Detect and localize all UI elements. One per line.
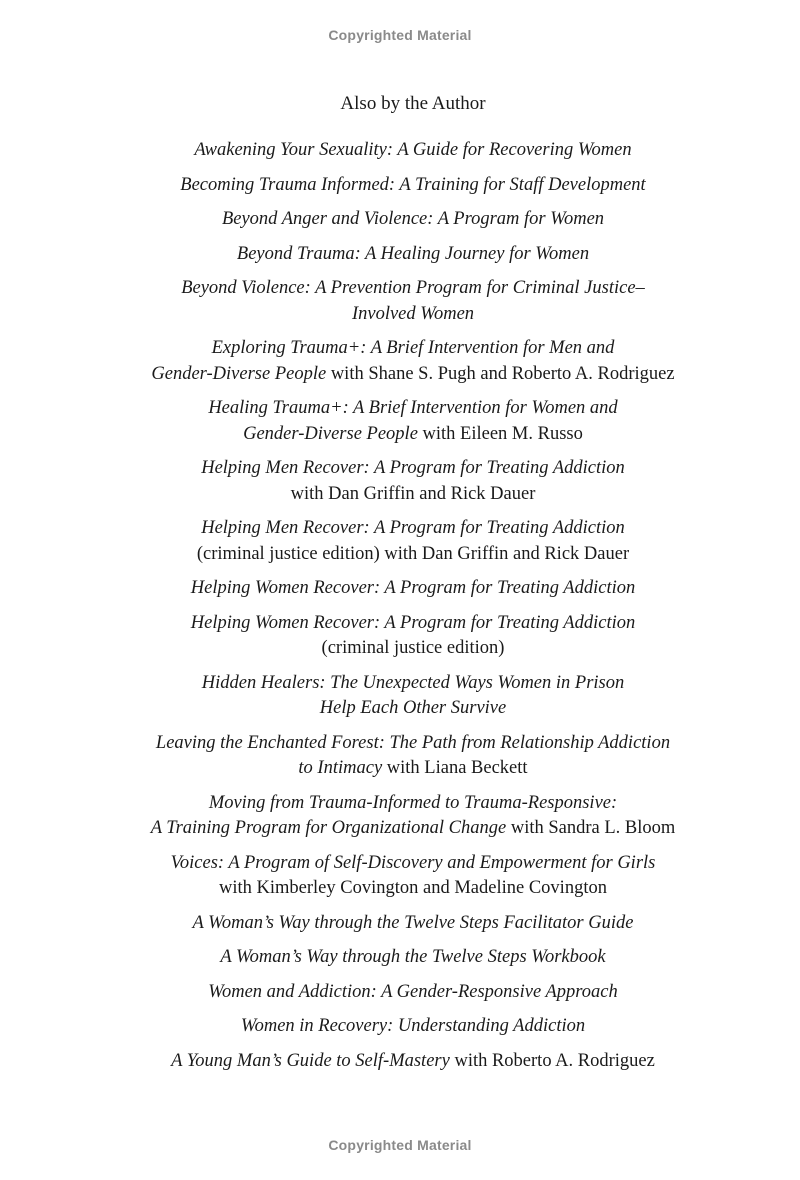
book-collaborators: with Sandra L. Bloom	[506, 818, 676, 838]
book-entry	[0, 138, 800, 164]
book-entry	[0, 1049, 800, 1075]
book-entry	[0, 731, 800, 782]
book-collaborators: with Eileen M. Russo	[417, 423, 583, 444]
book-collaborators: with Kimberley Covington and Madeline Covington	[219, 878, 607, 898]
book-title: Becoming Trauma Informed: A Training for Staff Development	[180, 174, 646, 195]
book-entry	[0, 336, 800, 387]
book-entry-line	[0, 422, 800, 448]
book-collaborators: with Dan Griffin and Rick Dauer	[290, 483, 536, 504]
book-title: Leaving the Enchanted Forest: The Path from Relationship Addiction	[155, 732, 671, 753]
book-title: Healing Trauma+: A Brief Intervention for Women and	[208, 398, 618, 418]
book-entry	[0, 611, 800, 662]
book-entry	[0, 456, 800, 507]
book-title: Moving from Trauma-Informed to Trauma-Responsive:	[208, 792, 618, 813]
book-collaborators: with Liana Beckett	[382, 758, 528, 778]
book-entry-line	[0, 516, 800, 542]
book-entry	[0, 911, 800, 937]
book-entry-line	[0, 791, 800, 817]
book-entry-line	[0, 671, 800, 697]
book-title: Voices: A Program of Self-Discovery and Empowerment for Girls	[170, 852, 656, 873]
book-title: Helping Men Recover: A Program for Treating Addiction	[201, 518, 625, 538]
book-entry-line	[0, 911, 800, 937]
book-entry	[0, 671, 800, 722]
book-entry-line	[0, 876, 800, 902]
book-entry-line	[0, 816, 800, 842]
book-title: Women in Recovery: Understanding Addiction	[240, 1016, 586, 1036]
book-title: Hidden Healers: The Unexpected Ways Women in Prison	[201, 672, 625, 693]
book-entry-line	[0, 456, 800, 482]
book-entry	[0, 791, 800, 842]
book-title: Gender-Diverse People	[243, 423, 418, 444]
book-title: Beyond Anger and Violence: A Program for Women	[221, 209, 605, 229]
book-entry-line	[0, 336, 800, 362]
book-entry	[0, 1014, 800, 1040]
book-title: A Woman’s Way through the Twelve Steps Workbook	[220, 947, 606, 967]
book-entry-line	[0, 302, 800, 328]
book-collaborators: with Shane S. Pugh and Roberto A. Rodriguez	[326, 363, 675, 384]
book-entry-line	[0, 696, 800, 722]
book-entry-line	[0, 980, 800, 1006]
book-entry-line	[0, 207, 800, 233]
book-entry-line	[0, 482, 800, 508]
book-title: Women and Addiction: A Gender-Responsive Approach	[208, 981, 618, 1002]
book-list	[0, 138, 800, 1083]
book-entry-line	[0, 396, 800, 422]
book-entry-line	[0, 276, 800, 302]
page-heading: Also by the Author	[340, 93, 486, 114]
book-title: Help Each Other Survive	[319, 698, 507, 718]
book-entry	[0, 173, 800, 199]
book-entry-line	[0, 542, 800, 568]
book-entry	[0, 576, 800, 602]
book-title: Exploring Trauma+: A Brief Intervention for Men and	[211, 338, 615, 358]
book-entry	[0, 945, 800, 971]
book-title: Beyond Violence: A Prevention Program for Criminal Justice–	[181, 278, 645, 298]
book-title: Helping Women Recover: A Program for Treating Addiction	[190, 612, 636, 633]
book-entry	[0, 851, 800, 902]
book-title: Awakening Your Sexuality: A Guide for Recovering Women	[194, 140, 632, 160]
book-collaborators: with Roberto A. Rodriguez	[449, 1050, 655, 1071]
book-entry-line	[0, 851, 800, 877]
book-entry-line	[0, 173, 800, 199]
book-title: A Young Man’s Guide to Self-Mastery	[171, 1050, 450, 1071]
book-entry-line	[0, 576, 800, 602]
book-entry	[0, 242, 800, 268]
book-title: Helping Women Recover: A Program for Treating Addiction	[190, 578, 636, 598]
book-collaborators: (criminal justice edition)	[321, 638, 505, 658]
book-entry	[0, 276, 800, 327]
copyright-watermark-bottom: Copyrighted Material	[328, 1137, 472, 1153]
book-entry-line	[0, 756, 800, 782]
book-title: Beyond Trauma: A Healing Journey for Women	[236, 243, 590, 264]
book-entry-line	[0, 362, 800, 388]
book-title: Helping Men Recover: A Program for Treating Addiction	[201, 458, 625, 478]
book-entry	[0, 396, 800, 447]
book-title: A Woman’s Way through the Twelve Steps Facilitator Guide	[192, 912, 634, 933]
book-entry-line	[0, 731, 800, 757]
book-entry	[0, 207, 800, 233]
book-entry-line	[0, 945, 800, 971]
book-entry	[0, 980, 800, 1006]
book-entry	[0, 516, 800, 567]
copyright-watermark-top: Copyrighted Material	[328, 27, 472, 43]
book-title: Involved Women	[351, 303, 475, 324]
book-title: A Training Program for Organizational Change	[150, 818, 507, 838]
book-collaborators: (criminal justice edition) with Dan Griffin and Rick Dauer	[196, 543, 630, 564]
book-entry-line	[0, 611, 800, 637]
book-title: to Intimacy	[298, 758, 383, 778]
book-entry-line	[0, 242, 800, 268]
book-entry-line	[0, 1014, 800, 1040]
book-entry-line	[0, 1049, 800, 1075]
book-title: Gender-Diverse People	[151, 363, 327, 384]
book-entry-line	[0, 138, 800, 164]
book-entry-line	[0, 636, 800, 662]
